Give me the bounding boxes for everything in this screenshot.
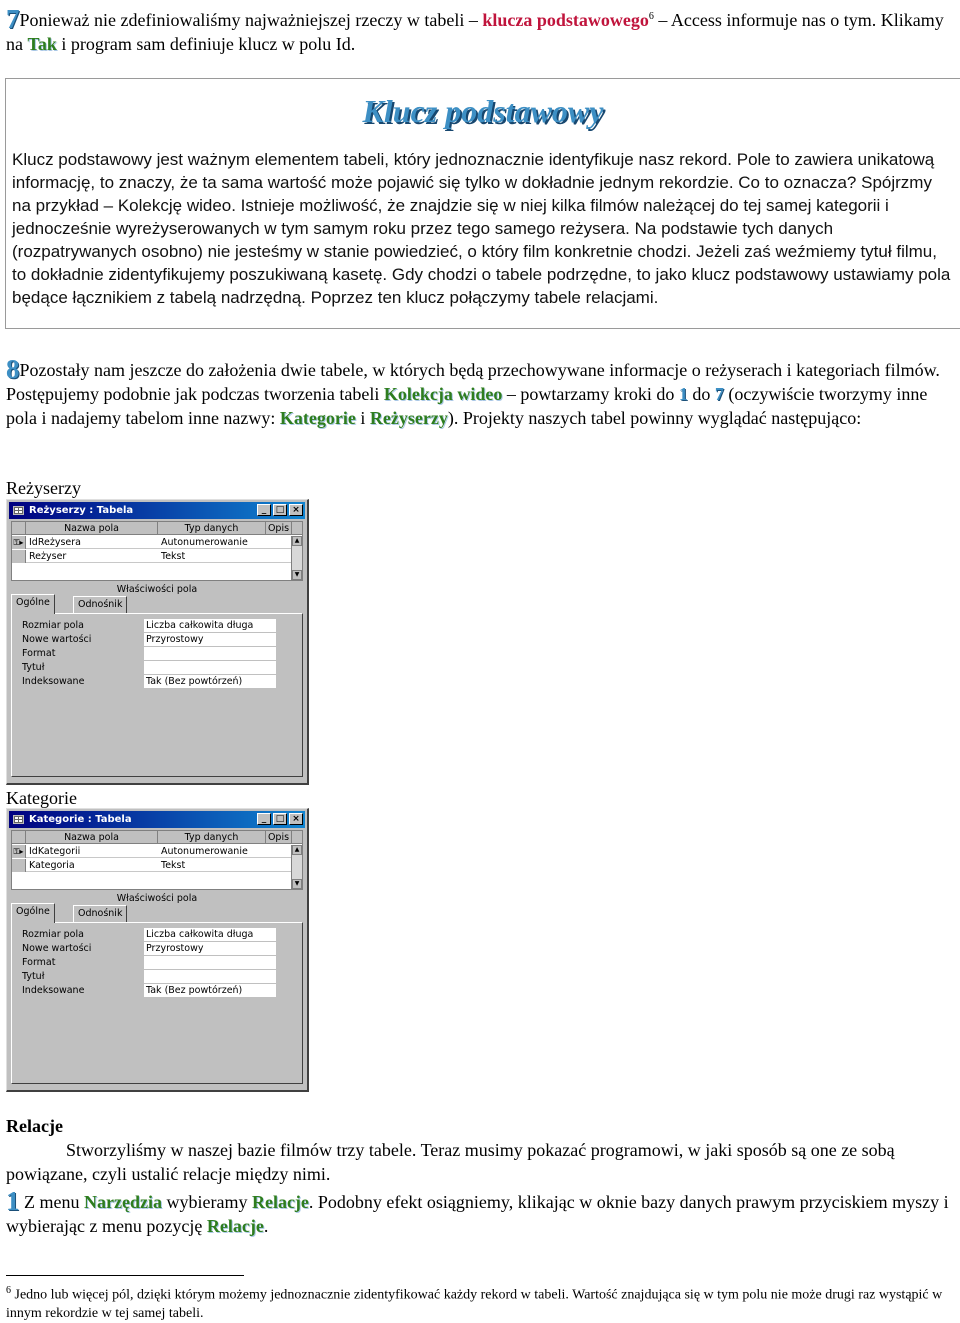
tab-lookup[interactable]: Odnośnik: [73, 905, 127, 922]
step8-text-3: do: [687, 384, 715, 404]
field-properties-label: Właściwości pola: [116, 584, 198, 595]
table-window-rezyserzy: [6, 499, 309, 785]
table-row[interactable]: [12, 845, 302, 858]
data-type-cell[interactable]: Autonumerowanie: [161, 537, 248, 548]
footnote-text: Jedno lub więcej pól, dzięki którym możemy jednoznacznie zidentyfikować każdy rekord w tabeli. Wartość znajdująca się w tym polu nie może drugi raz wystąpić w innym rekordzie w tej samej tabeli.: [6, 1287, 943, 1321]
field-name-cell[interactable]: Reżyser: [29, 551, 67, 562]
properties-tabs: [11, 596, 303, 614]
step-number-7: 7: [6, 4, 20, 34]
window-title: Reżyserzy : Tabela: [29, 505, 134, 516]
footnote-number: 6: [6, 1285, 11, 1296]
vertical-scrollbar[interactable]: [291, 536, 302, 580]
step-8-paragraph: [6, 354, 951, 430]
scroll-up-icon[interactable]: ▲: [292, 845, 302, 855]
key-icon: ⚿▸: [12, 536, 26, 549]
field-grid: [11, 830, 303, 890]
step1-text-3: . Podobny efekt osiągniemy, klikając w oknie bazy danych prawym przyciskiem myszy i wybierając z menu pozycję: [6, 1192, 949, 1236]
step8-text-5: i: [355, 408, 370, 428]
properties-tabs: [11, 905, 303, 923]
minimize-button[interactable]: _: [257, 504, 271, 516]
scroll-up-icon[interactable]: ▲: [292, 536, 302, 546]
key-icon: ⚿▸: [12, 845, 26, 858]
table-row[interactable]: [12, 859, 302, 872]
close-button[interactable]: ×: [289, 813, 303, 825]
step-7-paragraph: [6, 5, 951, 56]
prop-value[interactable]: Tak (Bez powtórzeń): [144, 675, 276, 688]
step1-text-4: .: [263, 1216, 269, 1236]
field-properties-label: Właściwości pola: [116, 893, 198, 904]
section-heading-relacje: Relacje: [6, 1116, 63, 1136]
properties-panel: [11, 613, 303, 777]
scroll-down-icon[interactable]: ▼: [292, 570, 302, 580]
grid-header: [12, 522, 302, 535]
window-title: Kategorie : Tabela: [29, 814, 132, 825]
footnote-ref: 6: [648, 11, 654, 22]
grid-header: [12, 831, 302, 844]
maximize-button[interactable]: □: [273, 504, 287, 516]
prop-value[interactable]: Liczba całkowita długa: [144, 928, 276, 941]
field-grid: [11, 521, 303, 581]
keyword-kategorie: Kategorie: [279, 408, 356, 428]
header-data-type: Typ danych: [158, 831, 266, 844]
header-field-name: Nazwa pola: [26, 831, 158, 844]
step-number-8: 8: [6, 354, 20, 384]
prop-label: Indeksowane: [22, 676, 85, 687]
keyword-rezyserzy: Reżyserzy: [369, 408, 448, 428]
prop-label: Format: [22, 957, 56, 968]
prop-value[interactable]: [144, 970, 276, 983]
maximize-button[interactable]: □: [273, 813, 287, 825]
prop-value[interactable]: Przyrostowy: [144, 633, 276, 646]
table-icon: [13, 815, 24, 824]
prop-value[interactable]: [144, 956, 276, 969]
step-ref-7: 7: [714, 384, 724, 404]
step-ref-1: 1: [678, 384, 688, 404]
step8-text-2: – powtarzamy kroki do: [502, 384, 679, 404]
info-box-title: Klucz podstawowy: [362, 93, 604, 129]
step7-text-1: Ponieważ nie zdefiniowaliśmy najważniejszej rzeczy w tabeli –: [19, 10, 483, 30]
footnote: [6, 1282, 951, 1323]
caption-kategorie: Kategorie: [6, 788, 77, 808]
keyword-tak: Tak: [27, 34, 57, 54]
field-name-cell[interactable]: IdKategorii: [29, 846, 81, 857]
header-description: Opis: [266, 831, 292, 844]
header-description: Opis: [266, 522, 292, 535]
row-selector: [12, 859, 26, 872]
data-type-cell[interactable]: Tekst: [161, 551, 186, 562]
table-row[interactable]: [12, 536, 302, 549]
prop-label: Rozmiar pola: [22, 620, 84, 631]
footnote-rule: [6, 1275, 244, 1276]
step-number-1: 1: [6, 1186, 20, 1216]
keyword-narzedzia: Narzędzia: [84, 1192, 162, 1212]
prop-label: Tytuł: [22, 662, 45, 673]
prop-label: Tytuł: [22, 971, 45, 982]
header-selector: [12, 831, 26, 844]
properties-panel: [11, 922, 303, 1084]
step8-text-4: (oczywiście tworzymy inne pola i nadajemy tabelom inne nazwy:: [6, 384, 928, 428]
step7-text-3: i program sam definiuje klucz w polu Id.: [56, 34, 356, 54]
table-icon: [13, 506, 24, 515]
info-box-text: Klucz podstawowy jest ważnym elementem tabeli, który jednoznacznie identyfikuje nasz rekord. Pole to zawiera unikatową informację, to znaczy, że ta sama wartość może pojawić się tylko w dokładnie jednym rekordzie. Co to oznacza? Spójrzmy na przykład – Kolekcję wideo. Istnieje możliwość, że znajdzie się w niej kilka filmów należącej do tej samej kategorii i jednocześnie wyreżyserowanych w tym samym roku przez tego samego reżysera. Na podstawie tych danych (rozpatrywanych osobno) nie jesteśmy w stanie powiedzieć, o który film konkretnie chodzi. Jeżeli zaś weźmiemy tytuł filmu, to dokładnie zidentyfikujemy poszukiwaną kasetę. Gdy chodzi o tabele podrzędne, to jako klucz podstawowy ustawiamy pola będące łącznikiem z tabelą nadrzędną. Poprzez ten klucz połączymy tabele relacjami.: [12, 150, 951, 307]
vertical-scrollbar[interactable]: [291, 845, 302, 889]
row-selector: [12, 550, 26, 563]
prop-label: Nowe wartości: [22, 943, 92, 954]
keyword-kolekcja-wideo: Kolekcja wideo: [383, 384, 503, 404]
minimize-button[interactable]: _: [257, 813, 271, 825]
header-field-name: Nazwa pola: [26, 522, 158, 535]
caption-rezyserzy: Reżyserzy: [6, 478, 81, 498]
prop-value[interactable]: Tak (Bez powtórzeń): [144, 984, 276, 997]
keyword-klucz: klucza podstawowego: [482, 10, 649, 30]
titlebar[interactable]: [9, 811, 305, 828]
step7-text-2: – Access informuje nas o tym. Klikamy na: [6, 10, 944, 54]
header-data-type: Typ danych: [158, 522, 266, 535]
step-1-paragraph: [6, 1186, 951, 1238]
table-row[interactable]: [12, 550, 302, 563]
data-type-cell[interactable]: Autonumerowanie: [161, 846, 248, 857]
prop-value[interactable]: [144, 661, 276, 674]
info-box: [5, 78, 960, 329]
keyword-relacje: Relacje: [251, 1192, 309, 1212]
relacje-paragraph: Stworzyliśmy w naszej bazie filmów trzy tabele. Teraz musimy pokazać programowi, w jaki sposób są one ze sobą powiązane, czyli ustalić relacje między nimi.: [6, 1140, 895, 1184]
keyword-relacje-2: Relacje: [206, 1216, 264, 1236]
prop-label: Rozmiar pola: [22, 929, 84, 940]
table-window-kategorie: [6, 808, 309, 1092]
prop-label: Format: [22, 648, 56, 659]
close-button[interactable]: ×: [289, 504, 303, 516]
prop-value[interactable]: Liczba całkowita długa: [144, 619, 276, 632]
prop-label: Indeksowane: [22, 985, 85, 996]
prop-label: Nowe wartości: [22, 634, 92, 645]
step8-text-6: ). Projekty naszych tabel powinny wyglądać następująco:: [447, 408, 862, 428]
field-name-cell[interactable]: Kategoria: [29, 860, 75, 871]
prop-value[interactable]: [144, 647, 276, 660]
tab-lookup[interactable]: Odnośnik: [73, 596, 127, 613]
prop-value[interactable]: Przyrostowy: [144, 942, 276, 955]
data-type-cell[interactable]: Tekst: [161, 860, 186, 871]
titlebar[interactable]: [9, 502, 305, 519]
field-name-cell[interactable]: IdReżysera: [29, 537, 81, 548]
step1-text-1: Z menu: [19, 1192, 84, 1212]
step1-text-2: wybieramy: [161, 1192, 252, 1212]
step8-text-1: Pozostały nam jeszcze do założenia dwie tabele, w których będą przechowywane informacje o reżyserach i kategoriach filmów. Postępujemy podobnie jak podczas tworzenia tabeli: [6, 360, 940, 404]
header-selector: [12, 522, 26, 535]
scroll-down-icon[interactable]: ▼: [292, 879, 302, 889]
tab-general[interactable]: Ogólne: [11, 594, 55, 614]
tab-general[interactable]: Ogólne: [11, 903, 55, 923]
